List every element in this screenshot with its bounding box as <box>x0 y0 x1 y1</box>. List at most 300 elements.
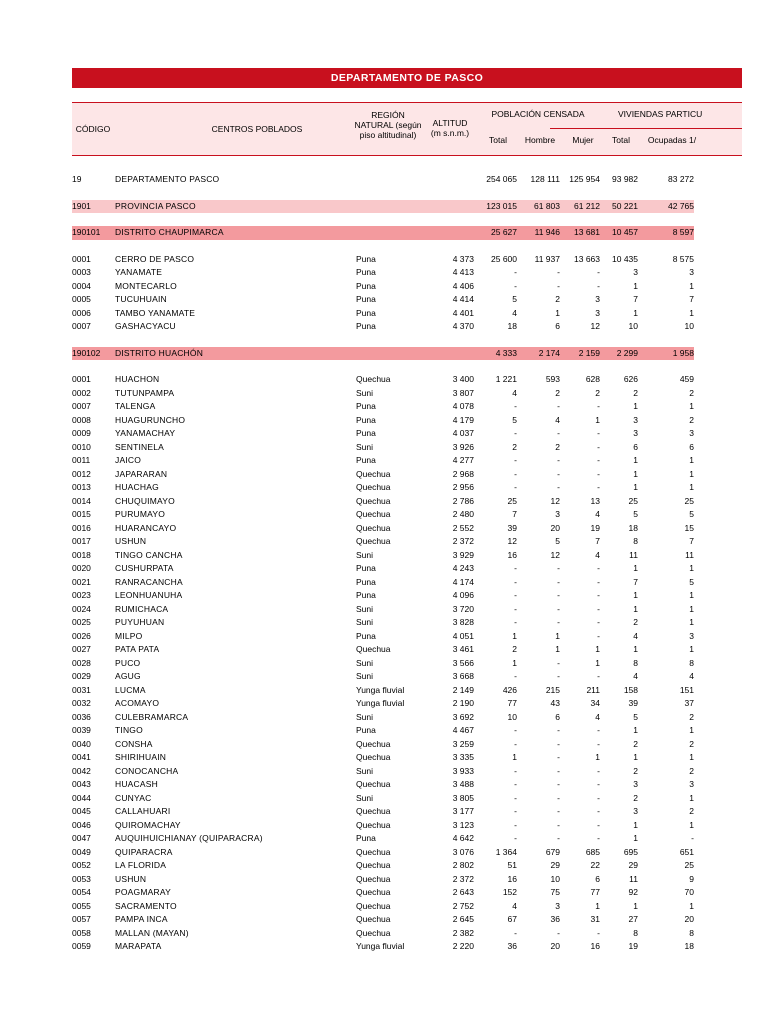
cell-code: 0044 <box>72 792 91 803</box>
cell-code: 0001 <box>72 253 91 264</box>
cell-altitud: 4 179 <box>452 414 474 425</box>
cell-viviendas-ocupadas: 9 <box>689 873 694 884</box>
cell-total: 25 600 <box>491 253 517 264</box>
cell-viviendas-ocupadas: 37 <box>684 698 694 708</box>
cell-hombre: - <box>557 590 560 600</box>
cell-viviendas-total: 1 <box>633 401 638 411</box>
cell-viviendas-ocupadas: 83 272 <box>668 174 694 184</box>
cell-code: 0052 <box>72 860 91 870</box>
cell-altitud: 2 552 <box>452 522 474 533</box>
cell-viviendas-ocupadas: 7 <box>689 294 694 304</box>
cell-viviendas-total: 10 457 <box>612 227 638 237</box>
table-row <box>72 751 694 765</box>
cell-name: PUCO <box>115 657 141 668</box>
cell-name: POAGMARAY <box>115 887 171 897</box>
cell-total: 2 <box>512 441 517 452</box>
cell-hombre: 61 803 <box>534 200 560 211</box>
cell-region: Quechua <box>356 536 391 546</box>
cell-viviendas-total: 1 <box>633 455 638 465</box>
cell-viviendas-ocupadas: 2 <box>689 711 694 722</box>
header-total: Total <box>489 135 507 145</box>
cell-altitud: 4 642 <box>452 833 474 843</box>
cell-name: AUQUIHUICHIANAY (QUIPARACRA) <box>115 833 263 843</box>
cell-mujer: - <box>597 482 600 492</box>
cell-mujer: - <box>597 738 600 749</box>
cell-hombre: 6 <box>555 711 560 722</box>
cell-altitud: 3 566 <box>452 657 474 668</box>
cell-viviendas-ocupadas: 3 <box>689 779 694 789</box>
cell-region: Quechua <box>356 509 391 519</box>
cell-code: 0011 <box>72 455 91 465</box>
cell-viviendas-ocupadas: 2 <box>689 806 694 816</box>
cell-viviendas-total: 158 <box>623 684 638 695</box>
cell-region: Suni <box>356 711 374 722</box>
cell-total: - <box>514 590 517 600</box>
cell-code: 0059 <box>72 941 91 951</box>
cell-total: 2 <box>512 644 517 654</box>
table-row <box>72 400 694 414</box>
cell-hombre: 20 <box>550 522 560 533</box>
header-separator <box>550 128 742 129</box>
cell-viviendas-total: 18 <box>628 522 638 533</box>
cell-region: Yunga fluvial <box>356 684 405 695</box>
data-table <box>72 160 694 954</box>
cell-total: 18 <box>507 321 517 331</box>
cell-hombre: 11 937 <box>534 253 560 264</box>
cell-region: Quechua <box>356 914 391 924</box>
cell-region: Puna <box>356 563 376 573</box>
cell-name: CULEBRAMARCA <box>115 711 189 722</box>
cell-code: 0001 <box>72 374 91 384</box>
cell-region: Puna <box>356 307 376 318</box>
table-row <box>72 266 694 280</box>
cell-mujer: 3 <box>595 307 600 318</box>
cell-total: 67 <box>507 914 517 924</box>
cell-viviendas-total: 1 <box>633 590 638 600</box>
cell-name: PROVINCIA PASCO <box>115 200 196 211</box>
cell-total: 25 627 <box>491 227 517 237</box>
cell-total: 7 <box>512 509 517 519</box>
cell-viviendas-total: 2 <box>633 792 638 803</box>
cell-code: 0002 <box>72 387 91 398</box>
cell-viviendas-ocupadas: 25 <box>684 860 694 870</box>
cell-region: Puna <box>356 455 376 465</box>
cell-viviendas-ocupadas: 1 958 <box>672 347 694 358</box>
cell-code: 0018 <box>72 549 91 560</box>
cell-region: Quechua <box>356 752 391 762</box>
cell-altitud: 3 926 <box>452 441 474 452</box>
table-row <box>72 859 694 873</box>
cell-name: GASHACYACU <box>115 321 176 331</box>
cell-altitud: 2 968 <box>452 468 474 479</box>
cell-viviendas-total: 10 435 <box>612 253 638 264</box>
cell-viviendas-ocupadas: 1 <box>689 590 694 600</box>
cell-region: Suni <box>356 603 374 614</box>
cell-total: 16 <box>507 549 517 560</box>
cell-hombre: 3 <box>555 509 560 519</box>
cell-hombre: 2 <box>555 294 560 304</box>
cell-region: Quechua <box>356 927 391 938</box>
table-row <box>72 657 694 671</box>
cell-mujer: 7 <box>595 536 600 546</box>
table-row <box>72 805 694 819</box>
cell-total: 4 333 <box>495 347 517 358</box>
cell-altitud: 4 051 <box>452 630 474 641</box>
cell-name: TUTUNPAMPA <box>115 387 175 398</box>
cell-hombre: 2 <box>555 387 560 398</box>
cell-hombre: 1 <box>555 630 560 641</box>
cell-mujer: 22 <box>590 860 600 870</box>
table-row <box>72 549 694 563</box>
cell-total: - <box>514 671 517 681</box>
cell-mujer: 3 <box>595 294 600 304</box>
table-row <box>72 495 694 509</box>
header-mujer: Mujer <box>572 135 594 145</box>
header-ocupadas: Ocupadas 1/ <box>647 135 697 145</box>
cell-total: 1 221 <box>495 374 517 384</box>
table-row <box>72 711 694 725</box>
cell-altitud: 2 645 <box>452 914 474 924</box>
table-row <box>72 414 694 428</box>
cell-altitud: 3 668 <box>452 671 474 681</box>
cell-code: 0023 <box>72 590 91 600</box>
cell-name: RUMICHACA <box>115 603 169 614</box>
cell-altitud: 4 174 <box>452 576 474 587</box>
cell-altitud: 4 467 <box>452 725 474 735</box>
cell-mujer: - <box>597 455 600 465</box>
cell-total: 5 <box>512 294 517 304</box>
cell-viviendas-total: 93 982 <box>612 174 638 184</box>
cell-code: 0005 <box>72 294 91 304</box>
cell-region: Quechua <box>356 846 391 857</box>
cell-viviendas-total: 2 <box>633 765 638 776</box>
cell-viviendas-ocupadas: 8 <box>689 657 694 668</box>
table-row <box>72 441 694 455</box>
cell-region: Quechua <box>356 644 391 654</box>
cell-region: Suni <box>356 671 374 681</box>
cell-altitud: 3 933 <box>452 765 474 776</box>
cell-region: Quechua <box>356 900 391 911</box>
cell-hombre: 43 <box>550 698 560 708</box>
cell-code: 0007 <box>72 321 91 331</box>
cell-viviendas-ocupadas: 8 597 <box>672 227 694 237</box>
cell-hombre: - <box>557 792 560 803</box>
cell-total: 123 015 <box>486 200 517 211</box>
cell-name: PATA PATA <box>115 644 160 654</box>
cell-name: PUYUHUAN <box>115 617 165 627</box>
cell-total: - <box>514 428 517 438</box>
cell-altitud: 2 190 <box>452 698 474 708</box>
cell-viviendas-total: 11 <box>629 873 638 884</box>
cell-hombre: 2 174 <box>538 347 560 358</box>
cell-hombre: 1 <box>555 644 560 654</box>
cell-mujer: 1 <box>595 644 600 654</box>
cell-hombre: - <box>557 738 560 749</box>
cell-hombre: 6 <box>555 321 560 331</box>
table-row <box>72 468 694 482</box>
table-row <box>72 522 694 536</box>
cell-mujer: - <box>597 468 600 479</box>
cell-viviendas-ocupadas: 459 <box>679 374 694 384</box>
table-row <box>72 792 694 806</box>
cell-region: Quechua <box>356 374 391 384</box>
cell-mujer: - <box>597 671 600 681</box>
cell-total: 25 <box>507 495 517 506</box>
cell-viviendas-total: 1 <box>633 307 638 318</box>
row-spacer <box>72 187 694 200</box>
cell-name: DISTRITO CHAUPIMARCA <box>115 227 224 237</box>
cell-code: 0006 <box>72 307 91 318</box>
cell-total: - <box>514 401 517 411</box>
cell-altitud: 4 370 <box>452 321 474 331</box>
cell-code: 0020 <box>72 563 91 573</box>
cell-altitud: 3 123 <box>452 819 474 830</box>
table-row <box>72 427 694 441</box>
cell-mujer: 13 663 <box>574 253 600 264</box>
table-row <box>72 603 694 617</box>
cell-viviendas-ocupadas: 1 <box>689 563 694 573</box>
cell-code: 0042 <box>72 765 91 776</box>
cell-viviendas-ocupadas: 8 575 <box>672 253 694 264</box>
cell-mujer: 19 <box>590 522 600 533</box>
cell-name: HUACHON <box>115 374 160 384</box>
cell-name: TINGO CANCHA <box>115 549 183 560</box>
cell-name: YANAMATE <box>115 267 163 277</box>
cell-viviendas-ocupadas: 3 <box>689 428 694 438</box>
cell-viviendas-total: 11 <box>629 549 638 560</box>
cell-region: Suni <box>356 657 374 668</box>
cell-viviendas-total: 695 <box>623 846 638 857</box>
cell-mujer: - <box>597 792 600 803</box>
cell-hombre: 3 <box>555 900 560 911</box>
table-row <box>72 454 694 468</box>
cell-total: 1 <box>512 657 517 668</box>
cell-mujer: - <box>597 280 600 291</box>
cell-region: Quechua <box>356 873 391 884</box>
cell-hombre: 10 <box>550 873 560 884</box>
cell-hombre: 1 <box>555 307 560 318</box>
cell-region: Puna <box>356 321 376 331</box>
cell-region: Puna <box>356 428 376 438</box>
cell-total: 16 <box>507 873 517 884</box>
table-row <box>72 832 694 846</box>
cell-code: 0041 <box>72 752 91 762</box>
cell-viviendas-total: 5 <box>633 509 638 519</box>
table-row <box>72 173 694 187</box>
header-region: REGIÓN NATURAL (según piso altitudinal) <box>354 110 422 140</box>
table-row <box>72 927 694 941</box>
cell-region: Puna <box>356 833 376 843</box>
cell-region: Puna <box>356 630 376 641</box>
cell-altitud: 3 177 <box>452 806 474 816</box>
cell-code: 0049 <box>72 846 91 857</box>
table-row <box>72 508 694 522</box>
table-row <box>72 846 694 860</box>
row-spacer <box>72 213 694 226</box>
table-row <box>72 387 694 401</box>
header-codigo: CÓDIGO <box>75 124 111 134</box>
cell-region: Puna <box>356 401 376 411</box>
cell-total: - <box>514 603 517 614</box>
cell-altitud: 4 414 <box>452 294 474 304</box>
cell-name: YANAMACHAY <box>115 428 176 438</box>
cell-viviendas-total: 19 <box>628 941 638 951</box>
table-row <box>72 481 694 495</box>
cell-altitud: 4 243 <box>452 563 474 573</box>
cell-total: - <box>514 280 517 291</box>
cell-viviendas-total: 4 <box>633 671 638 681</box>
cell-viviendas-ocupadas: 1 <box>689 725 694 735</box>
cell-mujer: 628 <box>585 374 600 384</box>
cell-name: PAMPA INCA <box>115 914 168 924</box>
cell-viviendas-total: 8 <box>633 657 638 668</box>
cell-altitud: 4 373 <box>452 253 474 264</box>
cell-viviendas-ocupadas: 18 <box>684 941 694 951</box>
cell-region: Quechua <box>356 495 391 506</box>
cell-altitud: 4 406 <box>452 280 474 291</box>
cell-viviendas-ocupadas: 4 <box>689 671 694 681</box>
cell-region: Quechua <box>356 738 391 749</box>
cell-hombre: 11 946 <box>534 227 560 237</box>
cell-hombre: 36 <box>550 914 560 924</box>
cell-total: 1 <box>512 630 517 641</box>
cell-name: ACOMAYO <box>115 698 160 708</box>
cell-name: QUIROMACHAY <box>115 819 181 830</box>
cell-code: 0014 <box>72 495 91 506</box>
cell-altitud: 4 413 <box>452 267 474 277</box>
cell-viviendas-total: 1 <box>633 468 638 479</box>
cell-name: SACRAMENTO <box>115 900 177 911</box>
cell-code: 0021 <box>72 576 91 587</box>
cell-hombre: - <box>557 617 560 627</box>
cell-altitud: 3 076 <box>452 846 474 857</box>
cell-hombre: 215 <box>545 684 560 695</box>
cell-name: DEPARTAMENTO PASCO <box>115 174 220 184</box>
cell-viviendas-total: 6 <box>633 441 638 452</box>
cell-region: Suni <box>356 617 374 627</box>
cell-hombre: - <box>557 752 560 762</box>
cell-hombre: - <box>557 819 560 830</box>
cell-name: CONSHA <box>115 738 153 749</box>
cell-altitud: 3 461 <box>452 644 474 654</box>
cell-code: 0046 <box>72 819 91 830</box>
table-header <box>72 102 742 156</box>
cell-region: Yunga fluvial <box>356 698 405 708</box>
cell-viviendas-ocupadas: 20 <box>684 914 694 924</box>
cell-mujer: - <box>597 576 600 587</box>
cell-viviendas-total: 4 <box>633 630 638 641</box>
cell-total: 5 <box>512 414 517 425</box>
cell-code: 0025 <box>72 617 91 627</box>
cell-viviendas-ocupadas: 1 <box>689 819 694 830</box>
cell-hombre: - <box>557 576 560 587</box>
cell-viviendas-total: 2 <box>633 387 638 398</box>
cell-viviendas-total: 92 <box>628 887 638 897</box>
table-row <box>72 373 694 387</box>
cell-region: Suni <box>356 792 374 803</box>
cell-viviendas-total: 1 <box>633 603 638 614</box>
table-row <box>72 900 694 914</box>
cell-altitud: 3 807 <box>452 387 474 398</box>
header-altitud: ALTITUD (m s.n.m.) <box>430 118 470 138</box>
table-row <box>72 253 694 267</box>
cell-total: - <box>514 738 517 749</box>
cell-viviendas-ocupadas: 1 <box>689 482 694 492</box>
cell-mujer: - <box>597 590 600 600</box>
cell-mujer: - <box>597 617 600 627</box>
cell-name: SENTINELA <box>115 441 165 452</box>
table-row <box>72 940 694 954</box>
cell-name: HUAGURUNCHO <box>115 414 186 425</box>
cell-total: 39 <box>507 522 517 533</box>
cell-mujer: 125 954 <box>569 174 600 184</box>
cell-region: Quechua <box>356 522 391 533</box>
cell-viviendas-ocupadas: 2 <box>689 738 694 749</box>
cell-code: 190101 <box>72 227 101 237</box>
cell-name: DISTRITO HUACHÓN <box>115 347 204 358</box>
cell-total: - <box>514 267 517 277</box>
cell-total: - <box>514 792 517 803</box>
row-spacer <box>72 334 694 347</box>
cell-viviendas-ocupadas: 11 <box>685 549 694 560</box>
cell-viviendas-total: 3 <box>633 428 638 438</box>
header-vtotal: Total <box>612 135 630 145</box>
cell-code: 0036 <box>72 711 91 722</box>
cell-code: 0057 <box>72 914 91 924</box>
table-row <box>72 697 694 711</box>
cell-total: - <box>514 927 517 938</box>
cell-viviendas-total: 1 <box>633 900 638 911</box>
cell-mujer: - <box>597 765 600 776</box>
table-row <box>72 562 694 576</box>
cell-mujer: 34 <box>590 698 600 708</box>
cell-viviendas-total: 2 299 <box>616 347 638 358</box>
cell-code: 0026 <box>72 630 91 641</box>
cell-name: QUIPARACRA <box>115 846 173 857</box>
cell-altitud: 2 802 <box>452 860 474 870</box>
cell-hombre: 12 <box>550 549 560 560</box>
cell-region: Quechua <box>356 779 391 789</box>
cell-mujer: 12 <box>590 321 600 331</box>
table-row <box>72 819 694 833</box>
cell-code: 0055 <box>72 900 91 911</box>
row-spacer <box>72 360 694 373</box>
cell-hombre: - <box>557 455 560 465</box>
cell-viviendas-total: 29 <box>628 860 638 870</box>
cell-region: Puna <box>356 590 376 600</box>
cell-viviendas-total: 1 <box>633 819 638 830</box>
cell-code: 0047 <box>72 833 91 843</box>
cell-viviendas-ocupadas: 1 <box>689 455 694 465</box>
cell-name: AGUG <box>115 671 141 681</box>
cell-name: JAPARARAN <box>115 468 168 479</box>
cell-total: - <box>514 833 517 843</box>
cell-viviendas-ocupadas: 3 <box>689 267 694 277</box>
cell-code: 0007 <box>72 401 91 411</box>
cell-name: HUARANCAYO <box>115 522 177 533</box>
cell-viviendas-total: 1 <box>633 280 638 291</box>
cell-total: - <box>514 779 517 789</box>
cell-viviendas-total: 1 <box>633 833 638 843</box>
cell-region: Puna <box>356 414 376 425</box>
subtotal-row <box>72 200 694 214</box>
cell-total: 12 <box>507 536 517 546</box>
cell-code: 0017 <box>72 536 91 546</box>
cell-viviendas-ocupadas: - <box>691 833 694 843</box>
cell-name: CUNYAC <box>115 792 152 803</box>
cell-name: MONTECARLO <box>115 280 177 291</box>
cell-hombre: - <box>557 482 560 492</box>
